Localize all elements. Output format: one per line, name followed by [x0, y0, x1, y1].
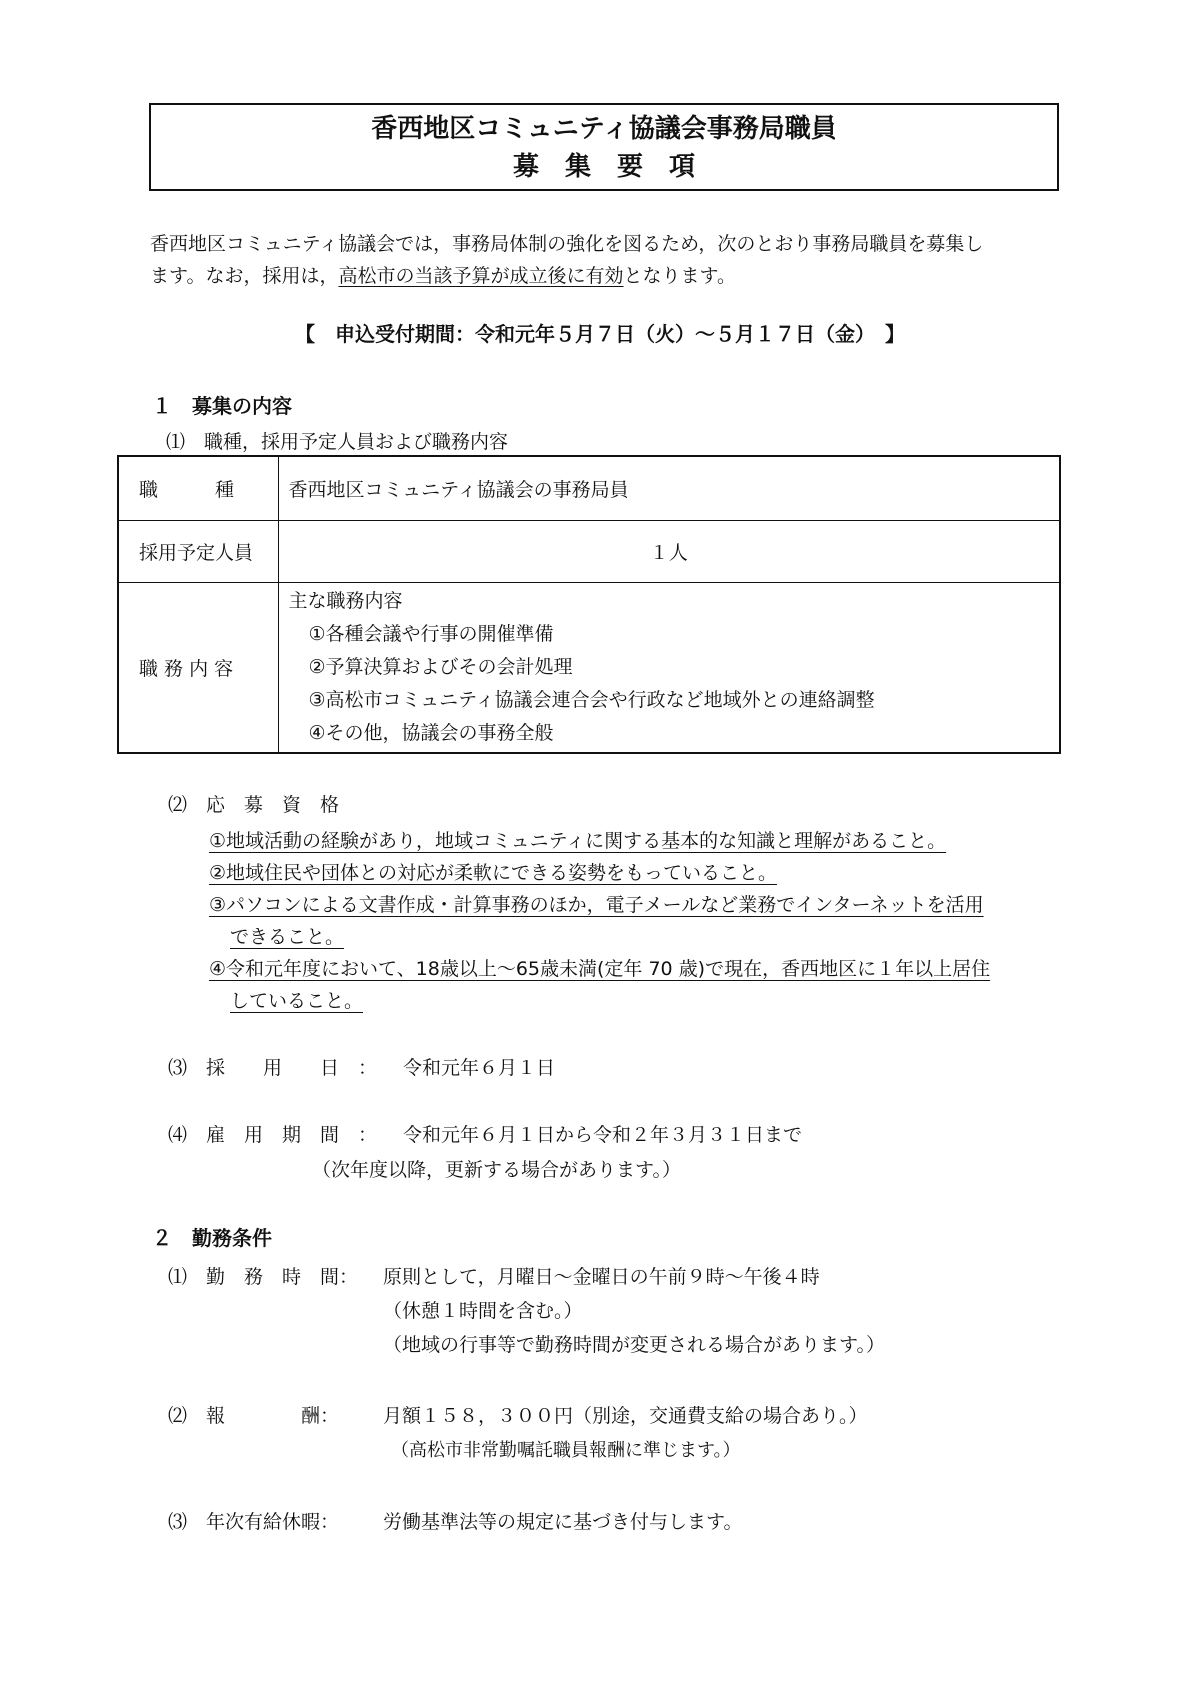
work-hours-value: 原則として，月曜日～金曜日の午前９時～午後４時: [383, 1266, 820, 1288]
duty-item: ④その他，協議会の事務全般: [308, 721, 554, 744]
job-type-value: 香西地区コミュニティ協議会の事務局員: [278, 456, 1060, 520]
intro-paragraph: [150, 228, 983, 292]
duties-cell: [278, 582, 1060, 753]
intro-line-1: 香西地区コミュニティ協議会では，事務局体制の強化を図るため，次のとおり事務局職員を募集し: [150, 233, 984, 255]
application-period: 【 申込受付期間：令和元年５月７日（火）～５月１７日（金） 】: [295, 322, 905, 346]
work-hours-label: ⑴ 勤 務 時 間：: [168, 1266, 359, 1288]
requirement-item: ②地域住民や団体との対応が柔軟にできる姿勢をもっていること。: [209, 862, 778, 884]
pay-note: （高松市非常勤嘱託職員報酬に準じます。）: [391, 1440, 741, 1461]
requirement-item: ④令和元年度において、18歳以上～65歳未満(定年 70 歳)で現在，香西地区に１年以上居住: [209, 958, 991, 980]
employment-period-label: ⑷ 雇 用 期 間 ：: [168, 1124, 378, 1146]
work-hours-note-1: （休憩１時間を含む。）: [383, 1300, 583, 1322]
employment-period-value: 令和元年６月１日から令和２年３月３１日まで: [403, 1124, 803, 1146]
job-type-label: 職 種: [118, 456, 278, 520]
title-box: [149, 103, 1059, 191]
section-1-sub-2: ⑵ 応 募 資 格: [168, 794, 340, 816]
duties-header: 主な職務内容: [288, 589, 403, 612]
requirement-item-continued: していること。: [230, 990, 364, 1012]
intro-line-2-post: となります。: [623, 265, 736, 287]
pay-value: 月額１５８，３００円（別途，交通費支給の場合あり。）: [383, 1405, 868, 1427]
requirement-item: ③パソコンによる文書作成・計算事務のほか，電子メールなど業務でインターネットを活用: [209, 894, 984, 916]
duties-label: 職 務 内 容: [118, 582, 278, 753]
requirements-list: [209, 825, 990, 1017]
requirement-item-continued: できること。: [230, 926, 345, 948]
duty-item: ①各種会議や行事の開催準備: [308, 622, 554, 645]
job-table: [117, 455, 1061, 754]
requirement-item: ①地域活動の経験があり，地域コミュニティに関する基本的な知識と理解があること。: [209, 830, 947, 852]
document-subtitle: 募 集 要 項: [512, 152, 695, 182]
pay-label: ⑵ 報 酬：: [168, 1405, 340, 1427]
employment-period-note: （次年度以降，更新する場合があります。）: [312, 1159, 681, 1181]
headcount-label: 採用予定人員: [118, 520, 278, 582]
document-title: 香西地区コミュニティ協議会事務局職員: [371, 114, 837, 144]
section-1-sub-1: ⑴ 職種，採用予定人員および職務内容: [166, 431, 509, 453]
headcount-value: １人: [278, 520, 1060, 582]
duty-item: ③高松市コミュニティ協議会連合会や行政など地域外との連絡調整: [308, 688, 875, 711]
hire-date-label: ⑶ 採 用 日 ：: [168, 1057, 378, 1079]
table-row-duties: [118, 582, 1060, 753]
table-row-headcount: [118, 520, 1060, 582]
hire-date-value: 令和元年６月１日: [403, 1057, 556, 1079]
paid-leave-label: ⑶ 年次有給休暇：: [168, 1511, 340, 1533]
intro-underlined-condition: 高松市の当該予算が成立後に有効: [338, 265, 624, 287]
duty-item: ②予算決算およびその会計処理: [308, 655, 573, 678]
section-2-heading: ２ 勤務条件: [152, 1226, 272, 1250]
table-row-job-type: [118, 456, 1060, 520]
intro-line-2: [150, 260, 983, 292]
paid-leave-value: 労働基準法等の規定に基づき付与します。: [383, 1511, 743, 1533]
section-1-heading: １ 募集の内容: [152, 394, 292, 418]
intro-line-2-pre: ます。なお，採用は，: [150, 265, 339, 287]
work-hours-note-2: （地域の行事等で勤務時間が変更される場合があります。）: [383, 1334, 885, 1356]
